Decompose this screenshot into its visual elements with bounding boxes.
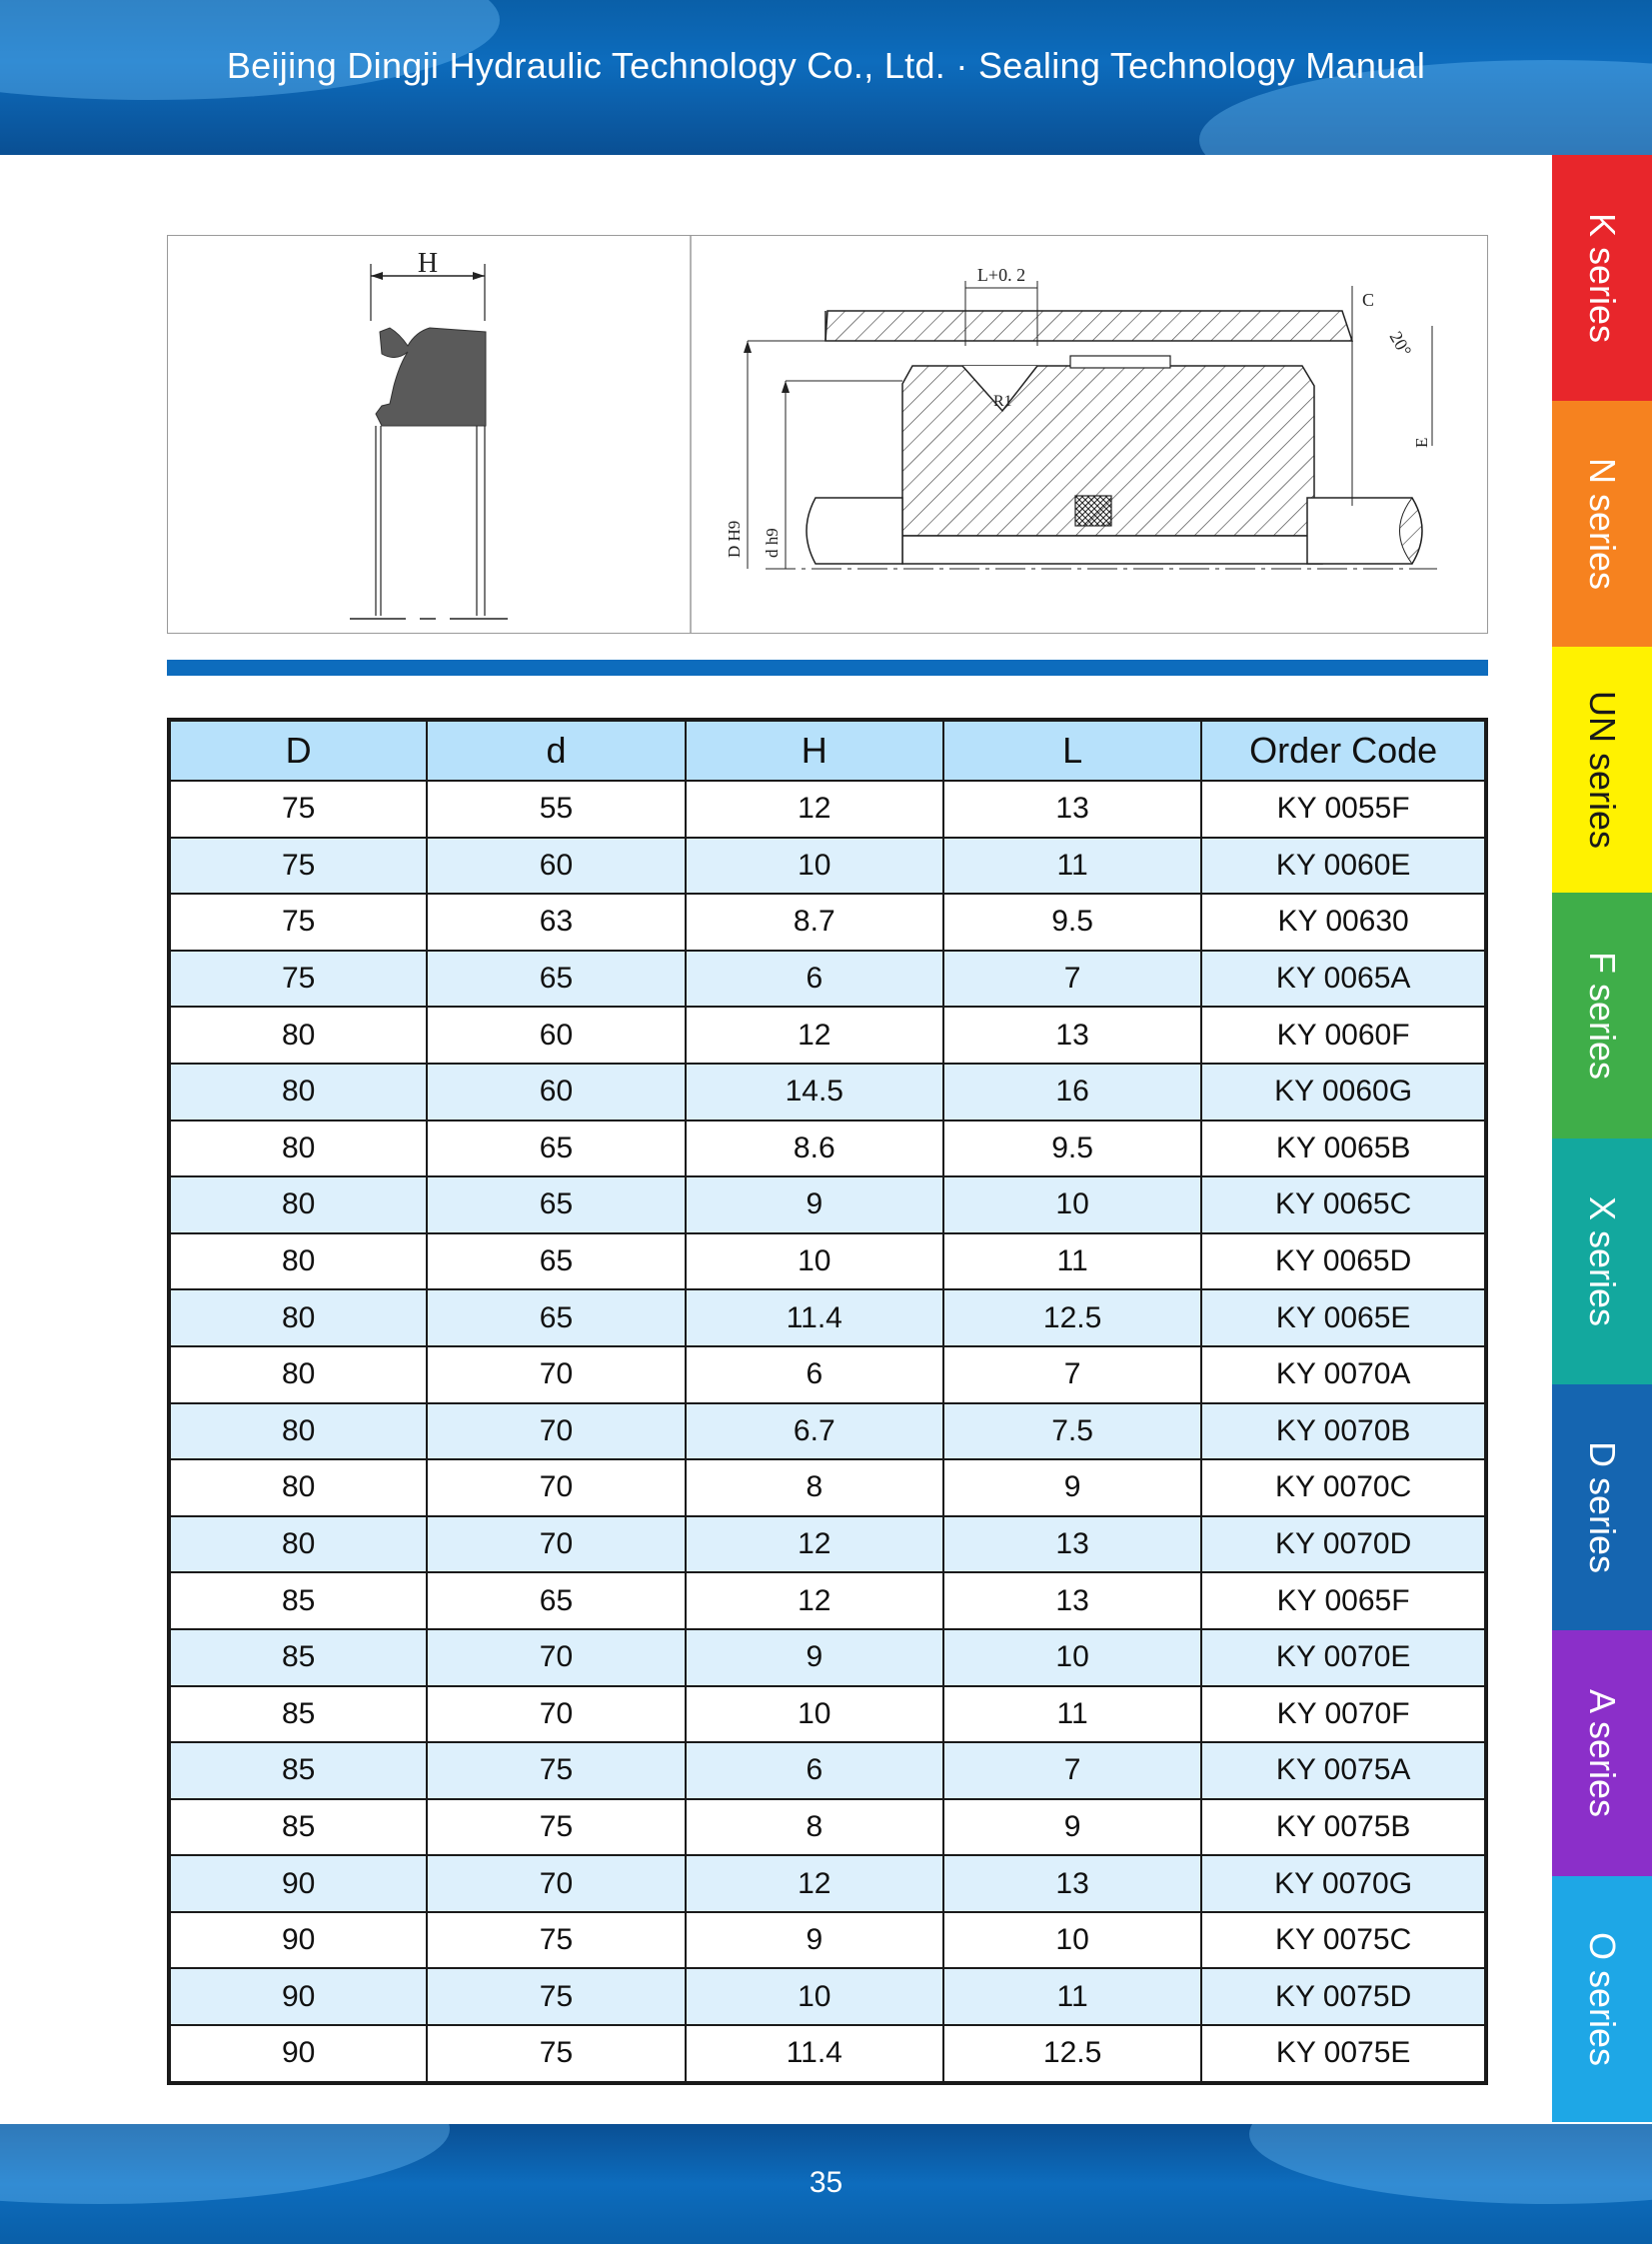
- table-cell: 12: [686, 1572, 943, 1629]
- table-cell: 90: [169, 1912, 427, 1969]
- table-cell: KY 0075E: [1201, 2025, 1486, 2083]
- table-cell: KY 0075C: [1201, 1912, 1486, 1969]
- tab-x-series[interactable]: X series: [1552, 1138, 1652, 1384]
- table-row: [169, 951, 1486, 1008]
- chamfer-label: C: [1362, 290, 1375, 310]
- table-row: [169, 1176, 1486, 1233]
- table-cell: KY 0070C: [1201, 1459, 1486, 1516]
- tab-un-series[interactable]: UN series: [1552, 647, 1652, 893]
- table-cell: 9: [686, 1629, 943, 1686]
- table-cell: 7: [943, 1346, 1201, 1403]
- table-cell: KY 0070E: [1201, 1629, 1486, 1686]
- table-cell: 90: [169, 2025, 427, 2083]
- table-cell: 12: [686, 781, 943, 838]
- table-cell: 11: [943, 1686, 1201, 1743]
- table-cell: 12: [686, 1516, 943, 1573]
- profile-h-label: H: [417, 248, 439, 279]
- column-header: d: [427, 720, 685, 781]
- table-cell: 16: [943, 1064, 1201, 1121]
- table-cell: 7: [943, 1742, 1201, 1799]
- table-cell: KY 0065B: [1201, 1121, 1486, 1177]
- table-row: [169, 1403, 1486, 1460]
- table-cell: 9: [686, 1912, 943, 1969]
- table-cell: 55: [427, 781, 685, 838]
- table-cell: 75: [427, 1799, 685, 1856]
- table-cell: 10: [686, 838, 943, 895]
- table-cell: 65: [427, 1233, 685, 1290]
- table-cell: 13: [943, 1007, 1201, 1064]
- table-row: [169, 1742, 1486, 1799]
- table-cell: KY 0065A: [1201, 951, 1486, 1008]
- table-cell: 70: [427, 1403, 685, 1460]
- table-cell: 70: [427, 1855, 685, 1912]
- table-row: [169, 781, 1486, 838]
- table-row: [169, 1233, 1486, 1290]
- table-cell: 6: [686, 1742, 943, 1799]
- table-row: [169, 1289, 1486, 1346]
- table-cell: KY 0070A: [1201, 1346, 1486, 1403]
- table-cell: 70: [427, 1686, 685, 1743]
- tab-f-series[interactable]: F series: [1552, 893, 1652, 1138]
- table-cell: 13: [943, 1516, 1201, 1573]
- table-cell: 75: [169, 838, 427, 895]
- column-header: L: [943, 720, 1201, 781]
- table-cell: 7.5: [943, 1403, 1201, 1460]
- table-cell: 80: [169, 1403, 427, 1460]
- table-cell: 12.5: [943, 2025, 1201, 2083]
- tab-d-series[interactable]: D series: [1552, 1384, 1652, 1630]
- table-cell: KY 0065F: [1201, 1572, 1486, 1629]
- table-cell: 85: [169, 1742, 427, 1799]
- table-cell: 9.5: [943, 894, 1201, 951]
- table-cell: 11: [943, 838, 1201, 895]
- table-cell: 85: [169, 1799, 427, 1856]
- table-row: [169, 1968, 1486, 2025]
- table-cell: 85: [169, 1629, 427, 1686]
- table-cell: 75: [169, 951, 427, 1008]
- installation-section: [725, 265, 1437, 569]
- column-header: Order Code: [1201, 720, 1486, 781]
- table-cell: KY 0060G: [1201, 1064, 1486, 1121]
- column-header: H: [686, 720, 943, 781]
- table-row: [169, 1912, 1486, 1969]
- table-row: [169, 1346, 1486, 1403]
- table-cell: KY 0060F: [1201, 1007, 1486, 1064]
- table-cell: 12: [686, 1007, 943, 1064]
- table-cell: 85: [169, 1572, 427, 1629]
- table-row: [169, 1121, 1486, 1177]
- table-cell: 75: [427, 1912, 685, 1969]
- e-label: E: [1412, 437, 1431, 448]
- table-cell: 75: [169, 781, 427, 838]
- table-cell: 80: [169, 1176, 427, 1233]
- table-cell: KY 0065C: [1201, 1176, 1486, 1233]
- table-row: [169, 1855, 1486, 1912]
- page-header: [0, 0, 1652, 155]
- table-row: [169, 1064, 1486, 1121]
- table-cell: 70: [427, 1516, 685, 1573]
- bore-label: D H9: [725, 520, 744, 558]
- table-cell: KY 0070D: [1201, 1516, 1486, 1573]
- table-cell: 6: [686, 1346, 943, 1403]
- seal-installation-diagram: [168, 236, 1487, 633]
- table-row: [169, 894, 1486, 951]
- table-cell: 65: [427, 951, 685, 1008]
- table-body: [169, 781, 1486, 2083]
- table-row: [169, 1629, 1486, 1686]
- table-cell: 60: [427, 1007, 685, 1064]
- table-cell: 60: [427, 838, 685, 895]
- table-cell: KY 0055F: [1201, 781, 1486, 838]
- column-header: D: [169, 720, 427, 781]
- table-cell: KY 0075B: [1201, 1799, 1486, 1856]
- table-cell: 9: [943, 1799, 1201, 1856]
- tab-k-series[interactable]: K series: [1552, 155, 1652, 401]
- table-cell: 14.5: [686, 1064, 943, 1121]
- header-title: Beijing Dingji Hydraulic Technology Co., Ltd. · Sealing Technology Manual: [226, 45, 1426, 86]
- table-cell: KY 0065D: [1201, 1233, 1486, 1290]
- table-row: [169, 1572, 1486, 1629]
- tab-n-series[interactable]: N series: [1552, 401, 1652, 647]
- table-cell: 9: [686, 1176, 943, 1233]
- rod-label: d h9: [763, 528, 782, 558]
- table-row: [169, 1799, 1486, 1856]
- table-cell: 75: [169, 894, 427, 951]
- table-cell: 6.7: [686, 1403, 943, 1460]
- table-cell: 80: [169, 1459, 427, 1516]
- table-row: [169, 838, 1486, 895]
- table-cell: 11.4: [686, 1289, 943, 1346]
- table-cell: 65: [427, 1289, 685, 1346]
- table-cell: 63: [427, 894, 685, 951]
- table-row: [169, 1459, 1486, 1516]
- table-cell: 13: [943, 781, 1201, 838]
- table-row: [169, 1007, 1486, 1064]
- page-number: 35: [809, 2166, 843, 2199]
- table-cell: 9: [943, 1459, 1201, 1516]
- table-cell: 65: [427, 1572, 685, 1629]
- table-cell: 11: [943, 1968, 1201, 2025]
- table-cell: 7: [943, 951, 1201, 1008]
- seal-profile: [350, 248, 508, 619]
- table-cell: 11: [943, 1233, 1201, 1290]
- table-cell: 75: [427, 1742, 685, 1799]
- table-cell: 9.5: [943, 1121, 1201, 1177]
- table-cell: 75: [427, 1968, 685, 2025]
- table-header-row: [169, 720, 1486, 781]
- table-cell: 8.6: [686, 1121, 943, 1177]
- table-cell: 10: [686, 1686, 943, 1743]
- table-cell: 13: [943, 1572, 1201, 1629]
- table-cell: 80: [169, 1007, 427, 1064]
- table-cell: KY 0075A: [1201, 1742, 1486, 1799]
- table-cell: 12: [686, 1855, 943, 1912]
- table-cell: 75: [427, 2025, 685, 2083]
- table-cell: 80: [169, 1064, 427, 1121]
- table-cell: 13: [943, 1855, 1201, 1912]
- table-cell: KY 0070G: [1201, 1855, 1486, 1912]
- page-footer: [0, 2124, 1652, 2244]
- technical-drawing: [167, 235, 1488, 634]
- table-row: [169, 1686, 1486, 1743]
- table-cell: 10: [686, 1968, 943, 2025]
- table-row: [169, 1516, 1486, 1573]
- table-cell: 80: [169, 1289, 427, 1346]
- table-cell: 10: [943, 1176, 1201, 1233]
- table-cell: 12.5: [943, 1289, 1201, 1346]
- table-cell: KY 0060E: [1201, 838, 1486, 895]
- table-cell: KY 0070B: [1201, 1403, 1486, 1460]
- table-cell: 90: [169, 1855, 427, 1912]
- table-cell: KY 0075D: [1201, 1968, 1486, 2025]
- table-row: [169, 2025, 1486, 2083]
- table-cell: 80: [169, 1346, 427, 1403]
- table-cell: 11.4: [686, 2025, 943, 2083]
- table-cell: 65: [427, 1121, 685, 1177]
- angle-label: 20°: [1385, 328, 1416, 360]
- table-cell: 6: [686, 951, 943, 1008]
- table-cell: 10: [943, 1629, 1201, 1686]
- table-cell: 65: [427, 1176, 685, 1233]
- table-cell: 80: [169, 1233, 427, 1290]
- section-divider: [167, 660, 1488, 676]
- table-cell: 80: [169, 1121, 427, 1177]
- table-cell: KY 0065E: [1201, 1289, 1486, 1346]
- table-cell: 8: [686, 1799, 943, 1856]
- table-cell: 10: [943, 1912, 1201, 1969]
- series-tabs: [1552, 155, 1652, 2124]
- groove-width-label: L+0. 2: [976, 265, 1026, 285]
- tab-a-series[interactable]: A series: [1552, 1630, 1652, 1876]
- table-cell: KY 00630: [1201, 894, 1486, 951]
- table-cell: 60: [427, 1064, 685, 1121]
- table-cell: 8.7: [686, 894, 943, 951]
- radius-label: R1: [993, 393, 1012, 410]
- table-cell: 8: [686, 1459, 943, 1516]
- table-cell: 70: [427, 1346, 685, 1403]
- tab-o-series[interactable]: O series: [1552, 1876, 1652, 2122]
- table-cell: 70: [427, 1459, 685, 1516]
- table-cell: 10: [686, 1233, 943, 1290]
- table-cell: 70: [427, 1629, 685, 1686]
- table-cell: 90: [169, 1968, 427, 2025]
- dimension-table: [167, 718, 1488, 2085]
- table-cell: 80: [169, 1516, 427, 1573]
- table-cell: 85: [169, 1686, 427, 1743]
- table-cell: KY 0070F: [1201, 1686, 1486, 1743]
